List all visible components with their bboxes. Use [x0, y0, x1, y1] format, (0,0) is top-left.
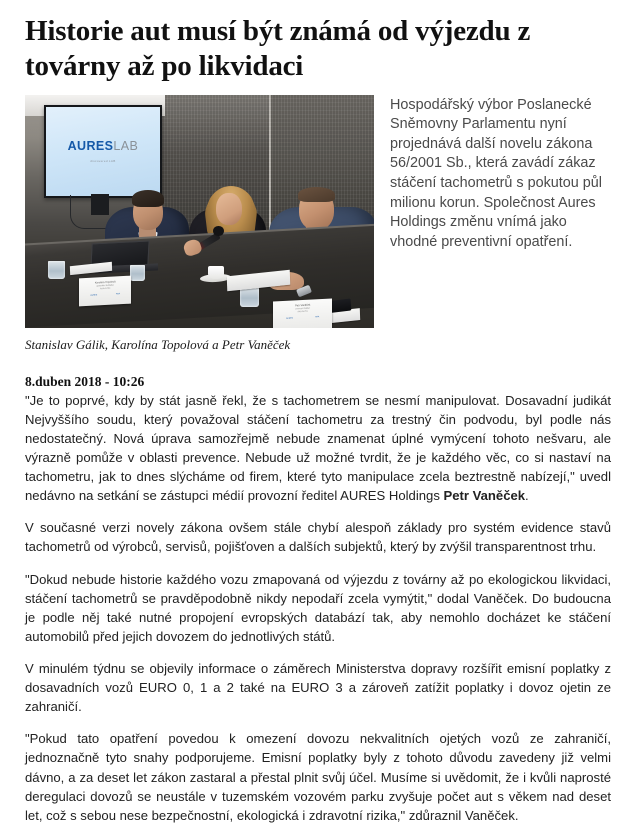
- article-paragraph: "Je to poprvé, kdy by stát jasně řekl, že s tachometrem se nesmí manipulovat. Dosavadní judikát Nejvyššího soudu, který považoval stáčení tachometru za trestný čin podvodu, byl podle nás nedostatečný. Nová úprava samozřejmě nebude znamenat úplné vymýcení tohoto nešvaru, ale výrazně pomůže v oblasti prevence. Nebude už možné tvrdit, že je každého věc, co si nastaví na tachometru, jak to dnes slýcháme od firem, které tyto manipulace zcela beztrestně nabízejí," uvedl nedávno na setkání se zástupci médií provozní ředitel AURES Holdings Petr Vaněček.: [25, 392, 611, 504]
- article-paragraph: "Pokud tato opatření povedou k omezení dovozu nekvalitních ojetých vozů ze zahraničí, jednoznačně tyto snahy podporujeme. Emisní poplatky byly z tohoto důvodu zavedeny již velmi dávno, a za deset let zákon zastaral a přestal plnit svůj účel. Musíme si uvědomit, že i kvůli naprosté deregulaci dovozů se neustále v tuzemském vozovém parku zvyšuje počet aut s věkem nad deset let, což s sebou nese bezpečnostní, ekologická i zdravotní rizika," zdůraznil Vaněček.: [25, 731, 611, 823]
- water-glass-right: [240, 287, 259, 307]
- microphone-head: [213, 226, 223, 236]
- aures-lab-logo: [68, 140, 139, 153]
- name-card-left-logo-aures: AURES: [90, 293, 98, 297]
- coffee-cup: [208, 266, 224, 279]
- article-top-block: [25, 95, 611, 354]
- name-card-left-logo-aaa: AAA: [116, 292, 121, 295]
- article-lead: Hospodářský výbor Poslanecké Sněmovny Parlamentu nyní projednává další novelu zákona 56/2001 Sb., která zavádí zákaz stáčení tachometrů s pokutou půl milionu korun. Společnost Aures Holdings změnu vnímá jako vhodné preventivní opatření.: [390, 96, 602, 250]
- person-left-hair: [132, 190, 164, 207]
- name-card-left: [79, 275, 131, 306]
- water-glass-left: [48, 261, 65, 278]
- name-card-right: [273, 298, 332, 328]
- name-card-right-role: provozní ředitel: [295, 307, 310, 311]
- name-card-right-name: Petr Vaněček: [294, 303, 311, 308]
- article-paragraph: V minulém týdnu se objevily informace o záměrech Ministerstva dopravy rozšířit emisní poplatky z dosavadních vozů EURO 0, 1 a 2 také na EURO 3 a zároveň zatížit poplatky i dovoz ojetin ze zahraničí.: [25, 660, 611, 715]
- name-card-left-org: AAA AUTO: [100, 287, 111, 290]
- article-body: [25, 354, 611, 825]
- person-right-hair: [298, 187, 335, 202]
- article-figure: [25, 95, 374, 354]
- logo-aures-text: AURES: [67, 138, 114, 153]
- name-card-left-name: Karolína Topolová: [94, 279, 116, 285]
- article-paragraphs: [25, 391, 611, 825]
- logo-lab-text: LAB: [113, 138, 139, 153]
- page-title: Historie aut musí být známá od výjezdu z továrny až po likvidaci: [25, 15, 531, 83]
- logo-subtitle: discovered LAB: [90, 159, 116, 164]
- inline-bold-name: Petr Vaněček: [443, 488, 526, 504]
- person-center-face: [216, 193, 242, 226]
- article-paragraph: "Dokud nebude historie každého vozu zmapovaná od výjezdu z továrny až po ekologickou likvidaci, stáčení tachometrů se pravděpodobně nikdy nepodaří zcela vymýtit," dodal Vaněček. Do budoucna je podle něj také nutné propojení evropských databází tak, aby nemohlo docházet ke stáčení automobilů před jejich dovozem do jednotlivých států.: [25, 571, 611, 644]
- name-card-right-logo-aaa: AAA: [314, 315, 319, 318]
- water-glass-center: [130, 265, 146, 281]
- article-dateline: 8.duben 2018 - 10:26: [25, 373, 145, 389]
- press-conference-photo: [25, 95, 374, 328]
- presentation-screen: [44, 105, 161, 198]
- name-card-right-logo-aures: AURES: [285, 317, 293, 320]
- article-paragraph: V současné verzi novely zákona ovšem stále chybí alespoň základy pro systém evidence stavů tachometrů od výrobců, servisů, pojišťoven a dalších subjektů, který by zvýšil transparentnost trhu.: [25, 520, 611, 555]
- name-card-right-org: AAA AUTO: [297, 310, 308, 313]
- name-card-left-role: generální ředitelka: [96, 283, 114, 287]
- screen-cable: [70, 195, 106, 229]
- photo-caption: Stanislav Gálik, Karolína Topolová a Petr Vaněček: [25, 336, 291, 352]
- name-card-right-logos: [273, 315, 332, 320]
- name-card-left-logos: [79, 292, 131, 297]
